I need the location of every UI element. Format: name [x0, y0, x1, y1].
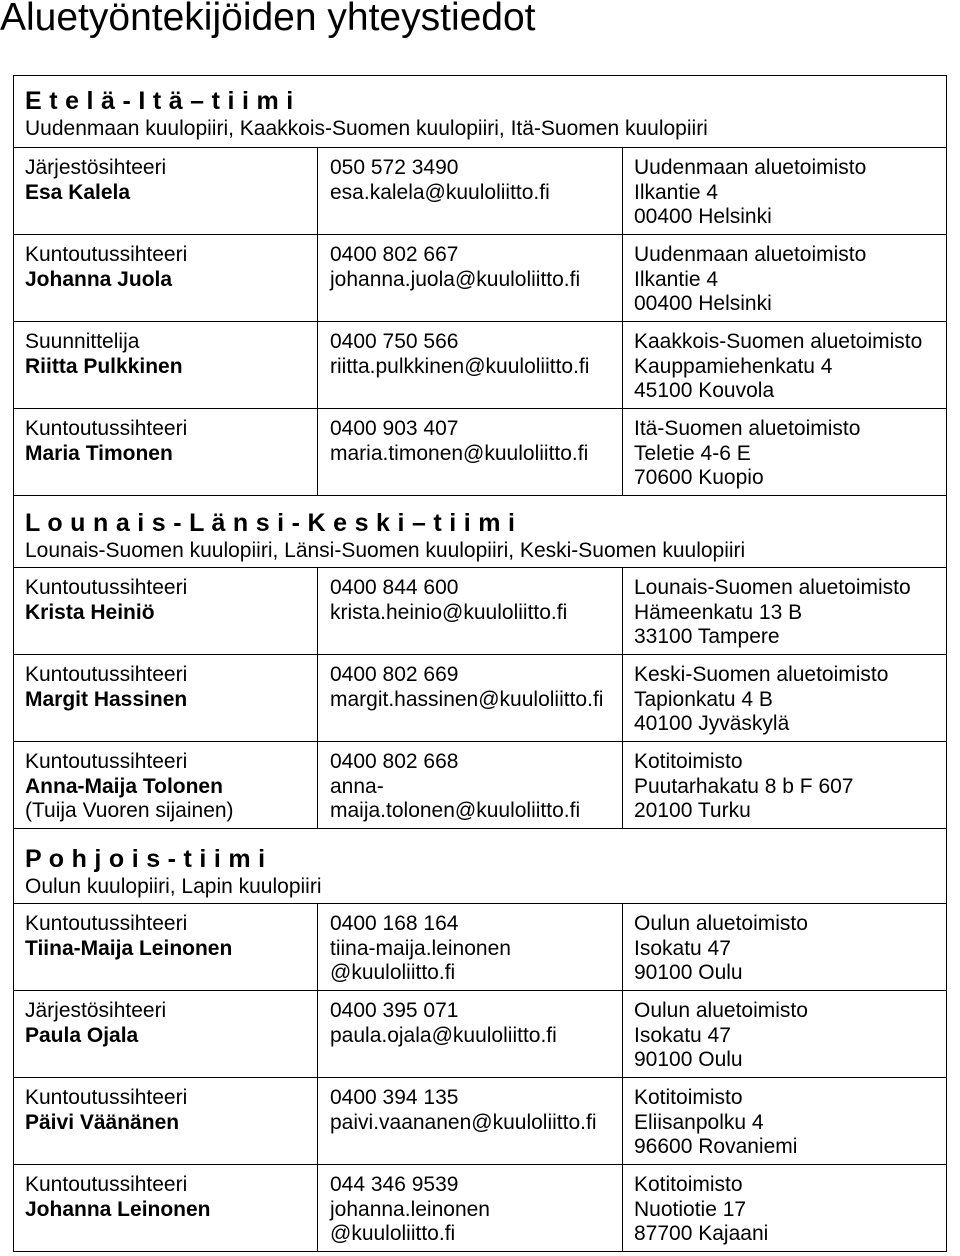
office-name: Kotitoimisto: [634, 1173, 743, 1196]
section-lounais-lansi-keski-team: [14, 495, 946, 828]
office-street: Hämeenkatu 13 B: [634, 600, 803, 624]
office-street: Isokatu 47: [634, 936, 731, 960]
contact-email-line: anna-: [330, 774, 384, 798]
contact-info-cell: [317, 742, 622, 828]
contact-note: (Tuija Vuoren sijainen): [25, 799, 234, 822]
contact-name: Paula Ojala: [25, 1023, 139, 1047]
contact-row: [14, 654, 946, 741]
office-street: Teletie 4-6 E: [634, 441, 751, 465]
contact-person-cell: [14, 148, 317, 234]
contact-role: Kuntoutussihteeri: [25, 1086, 188, 1109]
section-heading: E t e l ä - I t ä – t i i m i: [25, 87, 294, 115]
contact-email: maria.timonen@kuuloliitto.fi: [330, 441, 589, 465]
office-postal-city: 70600 Kuopio: [634, 466, 764, 489]
office-name: Lounais-Suomen aluetoimisto: [634, 576, 911, 599]
office-address-cell: [622, 991, 946, 1077]
contact-row: [14, 741, 946, 828]
office-address-cell: [622, 655, 946, 741]
contact-email-line: johanna.leinonen: [330, 1197, 490, 1221]
contact-person-cell: [14, 742, 317, 828]
contact-email: paula.ojala@kuuloliitto.fi: [330, 1023, 557, 1047]
office-address-cell: [622, 235, 946, 321]
office-postal-city: 33100 Tampere: [634, 625, 780, 648]
contact-info-cell: [317, 322, 622, 408]
office-postal-city: 90100 Oulu: [634, 961, 743, 984]
contact-phone: 0400 750 566: [330, 330, 459, 353]
office-postal-city: 00400 Helsinki: [634, 292, 772, 315]
contact-info-cell: [317, 904, 622, 990]
contact-name: Johanna Leinonen: [25, 1197, 211, 1221]
contact-role: Kuntoutussihteeri: [25, 243, 188, 266]
contact-phone: 0400 802 668: [330, 750, 459, 773]
contact-info-cell: [317, 655, 622, 741]
contact-email: krista.heinio@kuuloliitto.fi: [330, 600, 568, 624]
office-name: Uudenmaan aluetoimisto: [634, 243, 867, 266]
office-name: Kotitoimisto: [634, 750, 743, 773]
office-street: Ilkantie 4: [634, 180, 719, 204]
contact-email: margit.hassinen@kuuloliitto.fi: [330, 687, 604, 711]
contact-row: [14, 147, 946, 234]
office-address-cell: [622, 1165, 946, 1251]
contact-row: [14, 903, 946, 990]
section-subtitle: Uudenmaan kuulopiiri, Kaakkois-Suomen kuulopiiri, Itä-Suomen kuulopiiri: [25, 117, 708, 140]
office-address-cell: [622, 409, 946, 495]
contact-role: Kuntoutussihteeri: [25, 750, 188, 773]
contact-person-cell: [14, 991, 317, 1077]
contact-phone: 044 346 9539: [330, 1173, 459, 1196]
office-name: Oulun aluetoimisto: [634, 999, 808, 1022]
contact-phone: 0400 168 164: [330, 912, 459, 935]
contact-role: Järjestösihteeri: [25, 999, 167, 1022]
contact-name: Anna-Maija Tolonen: [25, 774, 223, 798]
contact-email-line: @kuuloliitto.fi: [330, 961, 456, 984]
office-address-cell: [622, 742, 946, 828]
contact-row: [14, 1164, 946, 1251]
office-name: Kaakkois-Suomen aluetoimisto: [634, 330, 923, 353]
contact-person-cell: [14, 322, 317, 408]
office-name: Kotitoimisto: [634, 1086, 743, 1109]
contact-phone: 0400 395 071: [330, 999, 459, 1022]
contact-phone: 0400 802 669: [330, 663, 459, 686]
contact-info-cell: [317, 991, 622, 1077]
contact-row: [14, 408, 946, 495]
contact-info-cell: [317, 1078, 622, 1164]
office-street: Nuotiotie 17: [634, 1197, 747, 1221]
contact-name: Johanna Juola: [25, 267, 173, 291]
office-street: Puutarhakatu 8 b F 607: [634, 774, 854, 798]
office-address-cell: [622, 322, 946, 408]
contact-name: Riitta Pulkkinen: [25, 354, 183, 378]
contact-info-cell: [317, 148, 622, 234]
office-name: Keski-Suomen aluetoimisto: [634, 663, 889, 686]
contact-name: Margit Hassinen: [25, 687, 188, 711]
office-postal-city: 20100 Turku: [634, 799, 751, 822]
section-subtitle: Oulun kuulopiiri, Lapin kuulopiiri: [25, 875, 322, 898]
contact-phone: 0400 394 135: [330, 1086, 459, 1109]
contact-info-cell: [317, 1165, 622, 1251]
office-street: Tapionkatu 4 B: [634, 687, 773, 711]
contact-role: Kuntoutussihteeri: [25, 912, 188, 935]
office-address-cell: [622, 1078, 946, 1164]
contact-person-cell: [14, 1078, 317, 1164]
contact-person-cell: [14, 1165, 317, 1251]
office-name: Itä-Suomen aluetoimisto: [634, 417, 861, 440]
contact-phone: 0400 903 407: [330, 417, 459, 440]
contact-phone: 0400 802 667: [330, 243, 459, 266]
contact-role: Kuntoutussihteeri: [25, 663, 188, 686]
contact-row: [14, 567, 946, 654]
contact-person-cell: [14, 409, 317, 495]
contact-email: paivi.vaananen@kuuloliitto.fi: [330, 1110, 597, 1134]
office-postal-city: 90100 Oulu: [634, 1048, 743, 1071]
office-postal-city: 45100 Kouvola: [634, 379, 775, 402]
contact-row: [14, 321, 946, 408]
section-header: [14, 76, 946, 147]
section-pohjois-team: [14, 828, 946, 1251]
section-etela-ita-team: [14, 76, 946, 495]
contact-person-cell: [14, 655, 317, 741]
contact-role: Järjestösihteeri: [25, 156, 167, 179]
section-heading: L o u n a i s - L ä n s i - K e s k i – t i i m i: [25, 509, 516, 537]
contact-table: [13, 75, 947, 1252]
section-header: [14, 828, 946, 903]
contact-email-line: tiina-maija.leinonen: [330, 936, 511, 960]
contact-person-cell: [14, 235, 317, 321]
contact-role: Kuntoutussihteeri: [25, 417, 188, 440]
office-street: Eliisanpolku 4: [634, 1110, 764, 1134]
contact-email: johanna.juola@kuuloliitto.fi: [330, 267, 581, 291]
office-address-cell: [622, 568, 946, 654]
contact-email: esa.kalela@kuuloliitto.fi: [330, 180, 550, 204]
contact-info-cell: [317, 568, 622, 654]
contact-name: Maria Timonen: [25, 441, 173, 465]
contact-row: [14, 990, 946, 1077]
office-postal-city: 00400 Helsinki: [634, 205, 772, 228]
office-postal-city: 87700 Kajaani: [634, 1222, 769, 1245]
contact-row: [14, 234, 946, 321]
office-postal-city: 96600 Rovaniemi: [634, 1135, 798, 1158]
section-header: [14, 495, 946, 567]
office-name: Oulun aluetoimisto: [634, 912, 808, 935]
contact-row: [14, 1077, 946, 1164]
office-postal-city: 40100 Jyväskylä: [634, 712, 790, 735]
office-address-cell: [622, 148, 946, 234]
office-address-cell: [622, 904, 946, 990]
contact-name: Tiina-Maija Leinonen: [25, 936, 233, 960]
contact-email-line: @kuuloliitto.fi: [330, 1222, 456, 1245]
contact-phone: 0400 844 600: [330, 576, 459, 599]
contact-person-cell: [14, 904, 317, 990]
contact-phone: 050 572 3490: [330, 156, 459, 179]
contact-info-cell: [317, 235, 622, 321]
office-street: Isokatu 47: [634, 1023, 731, 1047]
contact-name: Krista Heiniö: [25, 600, 155, 624]
contact-name: Päivi Väänänen: [25, 1110, 180, 1134]
contact-name: Esa Kalela: [25, 180, 131, 204]
contact-person-cell: [14, 568, 317, 654]
contact-role: Kuntoutussihteeri: [25, 576, 188, 599]
contact-email-line: maija.tolonen@kuuloliitto.fi: [330, 799, 581, 822]
contact-info-cell: [317, 409, 622, 495]
office-name: Uudenmaan aluetoimisto: [634, 156, 867, 179]
contact-email: riitta.pulkkinen@kuuloliitto.fi: [330, 354, 590, 378]
section-heading: P o h j o i s - t i i m i: [25, 845, 266, 873]
office-street: Ilkantie 4: [634, 267, 719, 291]
contact-role: Suunnittelija: [25, 330, 140, 353]
office-street: Kauppamiehenkatu 4: [634, 354, 833, 378]
page-title: Aluetyöntekijöiden yhteystiedot: [0, 0, 536, 39]
contact-role: Kuntoutussihteeri: [25, 1173, 188, 1196]
section-subtitle: Lounais-Suomen kuulopiiri, Länsi-Suomen kuulopiiri, Keski-Suomen kuulopiiri: [25, 539, 746, 562]
